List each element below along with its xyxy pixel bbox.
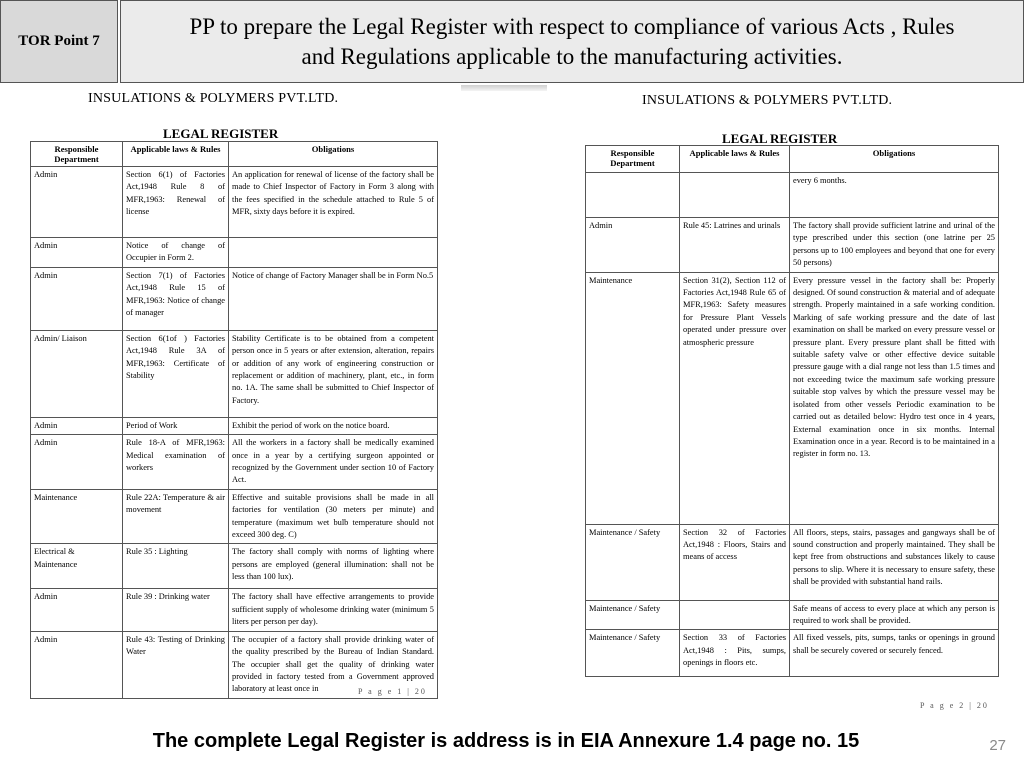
cell-department: Maintenance / Safety xyxy=(586,524,680,600)
table-row xyxy=(31,167,438,238)
header-responsible-department: Responsible Department xyxy=(586,146,680,173)
slide-title xyxy=(120,0,1024,83)
cell-obligation: All floors, steps, stairs, passages and gangways shall be of sound construction and properly maintained. They shall be kept free from obstructions and substances likely to cause persons to slip. Where it is necessary to ensure safety, these shall be provided with substantial hand rails. xyxy=(790,524,999,600)
right-register-title: LEGAL REGISTER xyxy=(722,131,838,146)
cell-department: Admin xyxy=(31,631,123,698)
table-row xyxy=(31,330,438,417)
header-responsible-department: Responsible Department xyxy=(31,142,123,167)
footer-note: The complete Legal Register is address is in EIA Annexure 1.4 page no. 15 xyxy=(152,730,860,752)
cell-law: Section 6(1of ) Factories Act,1948 Rule 3A of MFR,1963: Certificate of Stability xyxy=(123,330,229,417)
cell-department: Admin xyxy=(31,435,123,490)
cell-law xyxy=(680,600,790,630)
cell-department: Maintenance / Safety xyxy=(586,600,680,630)
cell-obligation: Exhibit the period of work on the notice board. xyxy=(229,417,438,434)
cell-department: Maintenance xyxy=(31,489,123,544)
table-row xyxy=(586,173,999,218)
cell-law: Period of Work xyxy=(123,417,229,434)
cell-law: Rule 18-A of MFR,1963: Medical examination of workers xyxy=(123,435,229,490)
table-row xyxy=(31,589,438,631)
table-row xyxy=(586,600,999,630)
header-obligations: Obligations xyxy=(229,142,438,167)
right-company-name: INSULATIONS & POLYMERS PVT.LTD. xyxy=(642,93,893,108)
cell-department: Admin xyxy=(586,218,680,273)
cell-department: Admin/ Liaison xyxy=(31,330,123,417)
left-legal-register-table xyxy=(30,141,438,699)
cell-department: Admin xyxy=(31,167,123,238)
cell-law: Section 33 of Factories Act,1948 : Pits, sumps, openings in floors etc. xyxy=(680,630,790,677)
table-row xyxy=(31,267,438,330)
table-row xyxy=(31,238,438,268)
table-row xyxy=(586,272,999,524)
left-company-name: INSULATIONS & POLYMERS PVT.LTD. xyxy=(88,91,339,106)
cell-law: Rule 22A: Temperature & air movement xyxy=(123,489,229,544)
cell-obligation xyxy=(229,238,438,268)
cell-obligation: All fixed vessels, pits, sumps, tanks or openings in ground shall be securely covered or securely fenced. xyxy=(790,630,999,677)
cell-law: Rule 39 : Drinking water xyxy=(123,589,229,631)
cell-law: Section 6(1) of Factories Act,1948 Rule 8 of MFR,1963: Renewal of license xyxy=(123,167,229,238)
cell-obligation: Effective and suitable provisions shall be made in all factories for ventilation (30 meters per minute) and temperature (maximum wet bulb temperature should not exceed 300 deg. C) xyxy=(229,489,438,544)
table-row xyxy=(586,218,999,273)
cell-department: Maintenance xyxy=(586,272,680,524)
cell-law xyxy=(680,173,790,218)
header-obligations: Obligations xyxy=(790,146,999,173)
cell-department: Admin xyxy=(31,267,123,330)
tor-point-label: TOR Point 7 xyxy=(0,0,118,83)
slide-title-line-2: and Regulations applicable to the manufacturing activities. xyxy=(301,43,843,69)
table-row xyxy=(31,417,438,434)
header-applicable-laws: Applicable laws & Rules xyxy=(123,142,229,167)
cell-obligation: The factory shall have effective arrangements to provide sufficient supply of wholesome drinking water (minimum 5 liters per person per day). xyxy=(229,589,438,631)
table-row xyxy=(31,544,438,589)
cell-obligation: every 6 months. xyxy=(790,173,999,218)
table-header-row xyxy=(586,146,999,173)
left-register-title: LEGAL REGISTER xyxy=(163,126,279,141)
right-legal-register-table xyxy=(585,145,999,677)
cell-obligation: Safe means of access to every place at which any person is required to work shall be provided. xyxy=(790,600,999,630)
cell-law: Rule 35 : Lighting xyxy=(123,544,229,589)
cell-obligation: Stability Certificate is to be obtained from a competent person once in 5 years or after extension, alteration, repairs or addition of any work of engineering construction or replacement or addition of machinery, plant, etc., in form no. 1A. The same shall be submitted to Chief Inspector of Factory. xyxy=(229,330,438,417)
cell-department: Electrical & Maintenance xyxy=(31,544,123,589)
table-row xyxy=(31,435,438,490)
cell-department: Maintenance / Safety xyxy=(586,630,680,677)
cell-obligation: The factory shall comply with norms of lighting where persons are employed (general illumination: shall not be less than 100 lux). xyxy=(229,544,438,589)
cell-law: Section 7(1) of Factories Act,1948 Rule 15 of MFR,1963: Notice of change of manager xyxy=(123,267,229,330)
left-page-number: P a g e 1 | 20 xyxy=(358,687,427,696)
cell-obligation: An application for renewal of license of the factory shall be made to Chief Inspector of Factory in Form 3 along with the fees specified in the schedule attached to Rule 5 of MFR, sixty days before it is expired. xyxy=(229,167,438,238)
cell-obligation: The occupier of a factory shall provide drinking water of the quality prescribed by the Bureau of Indian Standard. The occupier shall get the quality of drinking water provided in factory tested from a Government approved laboratory at least once in xyxy=(229,631,438,698)
cell-law: Rule 43: Testing of Drinking Water xyxy=(123,631,229,698)
cell-law: Section 31(2), Section 112 of Factories Act,1948 Rule 65 of MFR,1963: Safety measures for Pressure Plant Vessels operated under pressure over atmospheric pressure xyxy=(680,272,790,524)
cell-department xyxy=(586,173,680,218)
cell-obligation: All the workers in a factory shall be medically examined once in a year by a certifying surgeon appointed or recognized by the Government under section 10 of Factory Act. xyxy=(229,435,438,490)
cell-obligation: Every pressure vessel in the factory shall be: Properly designed. Of sound construction & material and of adequate strength. Properly maintained in a safe working condition. Marking of safe working pressure and the date of last examination on shall be marked on every pressure vessel or pressure plant. Every pressure plant shall be fitted with suitable safety valve or other effective device suitable pressure gauge with a dial range not less than 1.5 times and not exceeding twice the maximum safe working pressure suitable stop valves by which the pressure vessel may be isolated from other vessels Periodic examination to be carried out as detailed below: Hydro test once in 4 years, External examination once in six months. Internal Examination once in a year. Record is to be maintained in a register in form no. 13. xyxy=(790,272,999,524)
slide-title-line-1: PP to prepare the Legal Register with respect to compliance of various Acts , Rules xyxy=(189,13,955,39)
right-page-number: P a g e 2 | 20 xyxy=(920,701,989,710)
slide-number: 27 xyxy=(989,737,1006,754)
cell-obligation: Notice of change of Factory Manager shall be in Form No.5 xyxy=(229,267,438,330)
cell-law: Rule 45: Latrines and urinals xyxy=(680,218,790,273)
header-applicable-laws: Applicable laws & Rules xyxy=(680,146,790,173)
cell-department: Admin xyxy=(31,417,123,434)
table-row xyxy=(31,489,438,544)
table-row xyxy=(586,630,999,677)
cell-law: Notice of change of Occupier in Form 2. xyxy=(123,238,229,268)
table-row xyxy=(586,524,999,600)
cell-obligation: The factory shall provide sufficient latrine and urinal of the type prescribed under this section (one latrine per 25 persons up to 100 employees and beyond that one for every 50 persons) xyxy=(790,218,999,273)
cell-department: Admin xyxy=(31,589,123,631)
table-header-row xyxy=(31,142,438,167)
cell-law: Section 32 of Factories Act,1948 : Floors, Stairs and means of access xyxy=(680,524,790,600)
cell-department: Admin xyxy=(31,238,123,268)
divider-shadow xyxy=(461,85,547,91)
